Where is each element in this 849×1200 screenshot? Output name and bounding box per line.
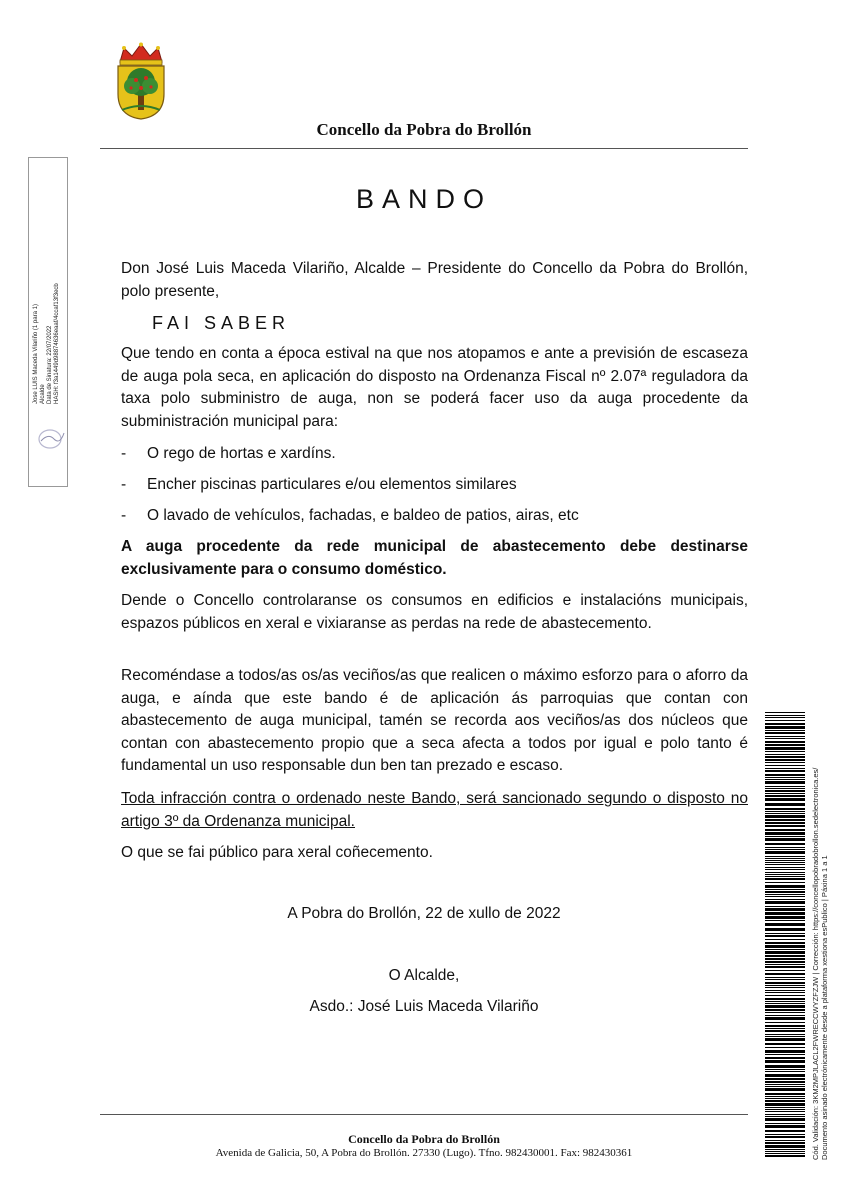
barcode-bar [765, 1047, 805, 1048]
barcode-bar [765, 998, 805, 1000]
barcode-bar [765, 843, 805, 845]
intro-paragraph: Don José Luis Maceda Vilariño, Alcalde – Presidente do Concello da Pobra do Brollón, polo presente, [121, 260, 748, 300]
barcode-bar [765, 715, 805, 716]
barcode-bar [765, 1109, 805, 1110]
barcode-bar [765, 1086, 805, 1087]
place-date: A Pobra do Brollón, 22 de xullo de 2022 [287, 905, 561, 922]
municipal-crest-logo [112, 42, 170, 120]
barcode-bar [765, 798, 805, 801]
barcode-bar [765, 759, 805, 761]
document-heading: BANDO [355, 184, 493, 214]
barcode-bar [765, 838, 805, 841]
barcode-bar [765, 882, 805, 883]
barcode-bar [765, 858, 805, 859]
barcode-bar [765, 1028, 805, 1029]
barcode-bar [765, 751, 805, 752]
barcode-bar [765, 1081, 805, 1083]
barcode-bar [765, 756, 805, 758]
barcode-bar [765, 815, 805, 818]
header-title: Concello da Pobra do Brollón [316, 120, 532, 139]
barcode-bar [765, 741, 805, 743]
barcode-bar [765, 970, 805, 971]
barcode-bar [765, 1017, 805, 1020]
barcode-bar [765, 1001, 805, 1002]
barcode-bar [765, 1123, 805, 1124]
barcode-bar [765, 885, 805, 888]
barcode-bar [765, 1084, 805, 1085]
barcode-bar [765, 851, 805, 854]
barcode-bar [765, 867, 805, 868]
barcode-bar [765, 788, 805, 789]
barcode-bar [765, 774, 805, 776]
barcode-bar [765, 712, 805, 713]
barcode-bar [765, 906, 805, 907]
barcode-bar [765, 738, 805, 739]
barcode-bar [765, 939, 805, 940]
barcode-bar [765, 736, 805, 737]
barcode-bar [765, 966, 805, 968]
barcode-bar [765, 1142, 805, 1144]
barcode-bar [765, 723, 805, 725]
list-item [121, 443, 748, 465]
barcode-bar [765, 717, 805, 718]
barcode-bar [765, 860, 805, 861]
bullet-dash-icon: - [121, 445, 127, 462]
barcode-bar [765, 856, 805, 857]
barcode-bar [765, 813, 805, 814]
barcode-bar [765, 819, 805, 821]
barcode-bar [765, 777, 805, 778]
signature-stamp-icon [36, 425, 66, 451]
barcode-bar [765, 955, 805, 957]
barcode-bar [765, 836, 805, 837]
barcode-bar [765, 1057, 805, 1059]
bullet-dash-icon: - [121, 507, 127, 524]
barcode-bar [765, 770, 805, 772]
barcode-bar [765, 935, 805, 937]
barcode-bar [765, 964, 805, 965]
barcode-bar [765, 1155, 805, 1157]
footer-address: Avenida de Galicia, 50, A Pobra do Brollón. 27330 (Lugo). Tfno. 982430001. Fax: 982430361 [215, 1147, 633, 1159]
barcode-bar [765, 1088, 805, 1091]
barcode-bar [765, 889, 805, 890]
barcode-bar [765, 990, 805, 991]
barcode-bar [765, 1030, 805, 1032]
barcode-bar [765, 949, 805, 950]
barcode-bar [765, 829, 805, 831]
signature-hash: HASH: f3a1449d98874636eaaf/4ccaf13f3ecb [54, 283, 60, 404]
barcode-bar [765, 1098, 805, 1099]
barcode-bar [765, 1145, 805, 1148]
barcode-bar [765, 1118, 805, 1121]
barcode-bar [765, 786, 805, 787]
bold-notice-paragraph: A auga procedente da rede municipal de abastecemento debe destinarse exclusivamente para o consumo doméstico. [121, 538, 748, 578]
barcode-bar [765, 1100, 805, 1102]
validation-signed-note: Documento asinado electrónicamente desde a plataforma xestiona esPublico | Páxina 1 a 1 [820, 855, 829, 1160]
barcode-bar [765, 908, 805, 911]
validation-barcode [765, 712, 805, 1158]
barcode-bar [765, 768, 805, 769]
barcode-bar [765, 864, 805, 865]
barcode-bar [765, 811, 805, 812]
list-item [121, 474, 748, 496]
barcode-bar [765, 1153, 805, 1154]
barcode-bar [765, 1043, 805, 1045]
barcode-bar [765, 1114, 805, 1115]
barcode-bar [765, 1074, 805, 1077]
barcode-bar [765, 744, 805, 746]
barcode-bar [765, 1116, 805, 1117]
signature-signer: Jose LUIS Maceda Vilariño (1 para 1) [33, 304, 39, 404]
footer-name: Concello da Pobra do Brollón [348, 1132, 500, 1146]
barcode-bar [765, 992, 805, 993]
barcode-bar [765, 862, 805, 863]
barcode-bar [765, 1025, 805, 1027]
barcode-bar [765, 916, 805, 919]
barcode-bar [765, 1140, 805, 1141]
barcode-bar [765, 1107, 805, 1108]
barcode-bar [765, 933, 805, 934]
barcode-bar [765, 1054, 805, 1055]
barcode-bar [765, 1038, 805, 1041]
barcode-bar [765, 762, 805, 763]
barcode-bar [765, 1111, 805, 1112]
barcode-bar [765, 920, 805, 921]
fai-saber-heading: FAI SABER [152, 313, 291, 333]
signature-date: Data de Sinatura: 22/07/2022 [47, 325, 53, 404]
barcode-bar [765, 825, 805, 827]
barcode-bar [765, 1130, 805, 1132]
barcode-bar [765, 876, 805, 877]
barcode-bar [765, 878, 805, 880]
barcode-bar [765, 891, 805, 893]
barcode-bar [765, 951, 805, 954]
barcode-bar [765, 1103, 805, 1106]
barcode-bar [765, 1003, 805, 1004]
recommendation-paragraph: Recoméndase a todos/as os/as veciños/as que realicen o máximo esforzo para o aforro da auga, e aínda que este bando é de aplicación ás parroquias que contan con abastecemento de auga municipal, tamén se recorda aos veciños/as dos núcleos que contan con abastecemento propio que a seca afecta a todos por igual e polo tanto é fundamental un uso responsable dun ben tan prezado e escaso. [121, 667, 748, 774]
barcode-bar [765, 874, 805, 875]
barcode-bar [765, 730, 805, 731]
barcode-bar [765, 795, 805, 797]
signature-role: Alcalde [40, 384, 46, 404]
validation-code: Cód. Validación: 3KM2MPJLACL2FWRECCWYZFZJW | Corrección: https://concellopobradobrollon.sedelectronica.es/ [811, 767, 820, 1160]
barcode-bar [765, 1050, 805, 1053]
barcode-bar [765, 958, 805, 960]
barcode-bar [765, 779, 805, 780]
barcode-bar [765, 1125, 805, 1128]
barcode-bar [765, 912, 805, 915]
barcode-bar [765, 961, 805, 963]
barcode-bar [765, 808, 805, 810]
list-item-text: O rego de hortas e xardíns. [147, 445, 336, 462]
barcode-bar [765, 754, 805, 755]
barcode-bar [765, 849, 805, 850]
barcode-bar [765, 1093, 805, 1095]
barcode-bar [765, 1036, 805, 1037]
barcode-bar [765, 901, 805, 904]
validation-text [811, 700, 829, 1160]
closing-paragraph: O que se fai público para xeral coñecemento. [121, 844, 433, 861]
barcode-bar [765, 832, 805, 835]
barcode-bar [765, 847, 805, 848]
barcode-bar [765, 1151, 805, 1152]
barcode-bar [765, 720, 805, 721]
barcode-bar [765, 1065, 805, 1068]
barcode-bar [765, 732, 805, 734]
barcode-bar [765, 822, 805, 824]
barcode-bar [765, 1149, 805, 1150]
list-item-text: Encher piscinas particulares e/ou elementos similares [147, 476, 517, 493]
barcode-bar [765, 985, 805, 986]
barcode-bar [765, 1012, 805, 1013]
barcode-bar [765, 793, 805, 794]
barcode-bar [765, 982, 805, 984]
barcode-bar [765, 1015, 805, 1016]
barcode-bar [765, 1005, 805, 1008]
barcode-bar [765, 869, 805, 870]
barcode-bar [765, 1009, 805, 1011]
barcode-bar [765, 979, 805, 980]
barcode-bar [765, 945, 805, 948]
barcode-bar [765, 942, 805, 944]
infraction-paragraph: Toda infracción contra o ordenado neste Bando, será sancionado segundo o disposto no artigo 3º da Ordenanza municipal. [121, 790, 748, 830]
barcode-bar [765, 977, 805, 978]
list-item-text: O lavado de vehículos, fachadas, e baldeo de patios, airas, etc [147, 507, 579, 524]
barcode-bar [765, 1022, 805, 1023]
barcode-bar [765, 995, 805, 996]
barcode-bar [765, 896, 805, 897]
barcode-bar [765, 803, 805, 806]
barcode-bar [765, 987, 805, 988]
barcode-bar [765, 973, 805, 975]
list-item [121, 505, 748, 527]
barcode-bar [765, 726, 805, 729]
barcode-bar [765, 747, 805, 750]
bullet-dash-icon: - [121, 476, 127, 493]
signer-title: O Alcalde, [388, 967, 460, 984]
barcode-bar [765, 781, 805, 784]
signer-name: Asdo.: José Luis Maceda Vilariño [309, 998, 539, 1015]
barcode-bar [765, 1096, 805, 1097]
barcode-bar [765, 1034, 805, 1035]
barcode-bar [765, 1078, 805, 1080]
barcode-bar [765, 1069, 805, 1070]
barcode-bar [765, 872, 805, 873]
barcode-bar [765, 1136, 805, 1138]
barcode-bar [765, 899, 805, 900]
barcode-bar [765, 1060, 805, 1063]
footer-divider [100, 1114, 748, 1115]
main-paragraph: Que tendo en conta a época estival na que nos atopamos e ante a previsión de escaseza de auga pola seca, en aplicación do disposto na Ordenanza Fiscal nº 2.07ª reguladora da taxa polo subministro de auga, non se poderá facer uso da auga procedente da subministración municipal para: [121, 345, 748, 430]
barcode-bar [765, 1134, 805, 1135]
barcode-bar [765, 894, 805, 895]
control-paragraph: Dende o Concello controlaranse os consumos en edificios e instalacións municipais, espazos públicos en xeral e vixiaranse as perdas na rede de abastecemento. [121, 592, 748, 632]
barcode-bar [765, 765, 805, 766]
header-divider [100, 148, 748, 149]
barcode-bar [765, 790, 805, 792]
barcode-bar [765, 928, 805, 931]
barcode-bar [765, 1071, 805, 1072]
barcode-bar [765, 923, 805, 926]
